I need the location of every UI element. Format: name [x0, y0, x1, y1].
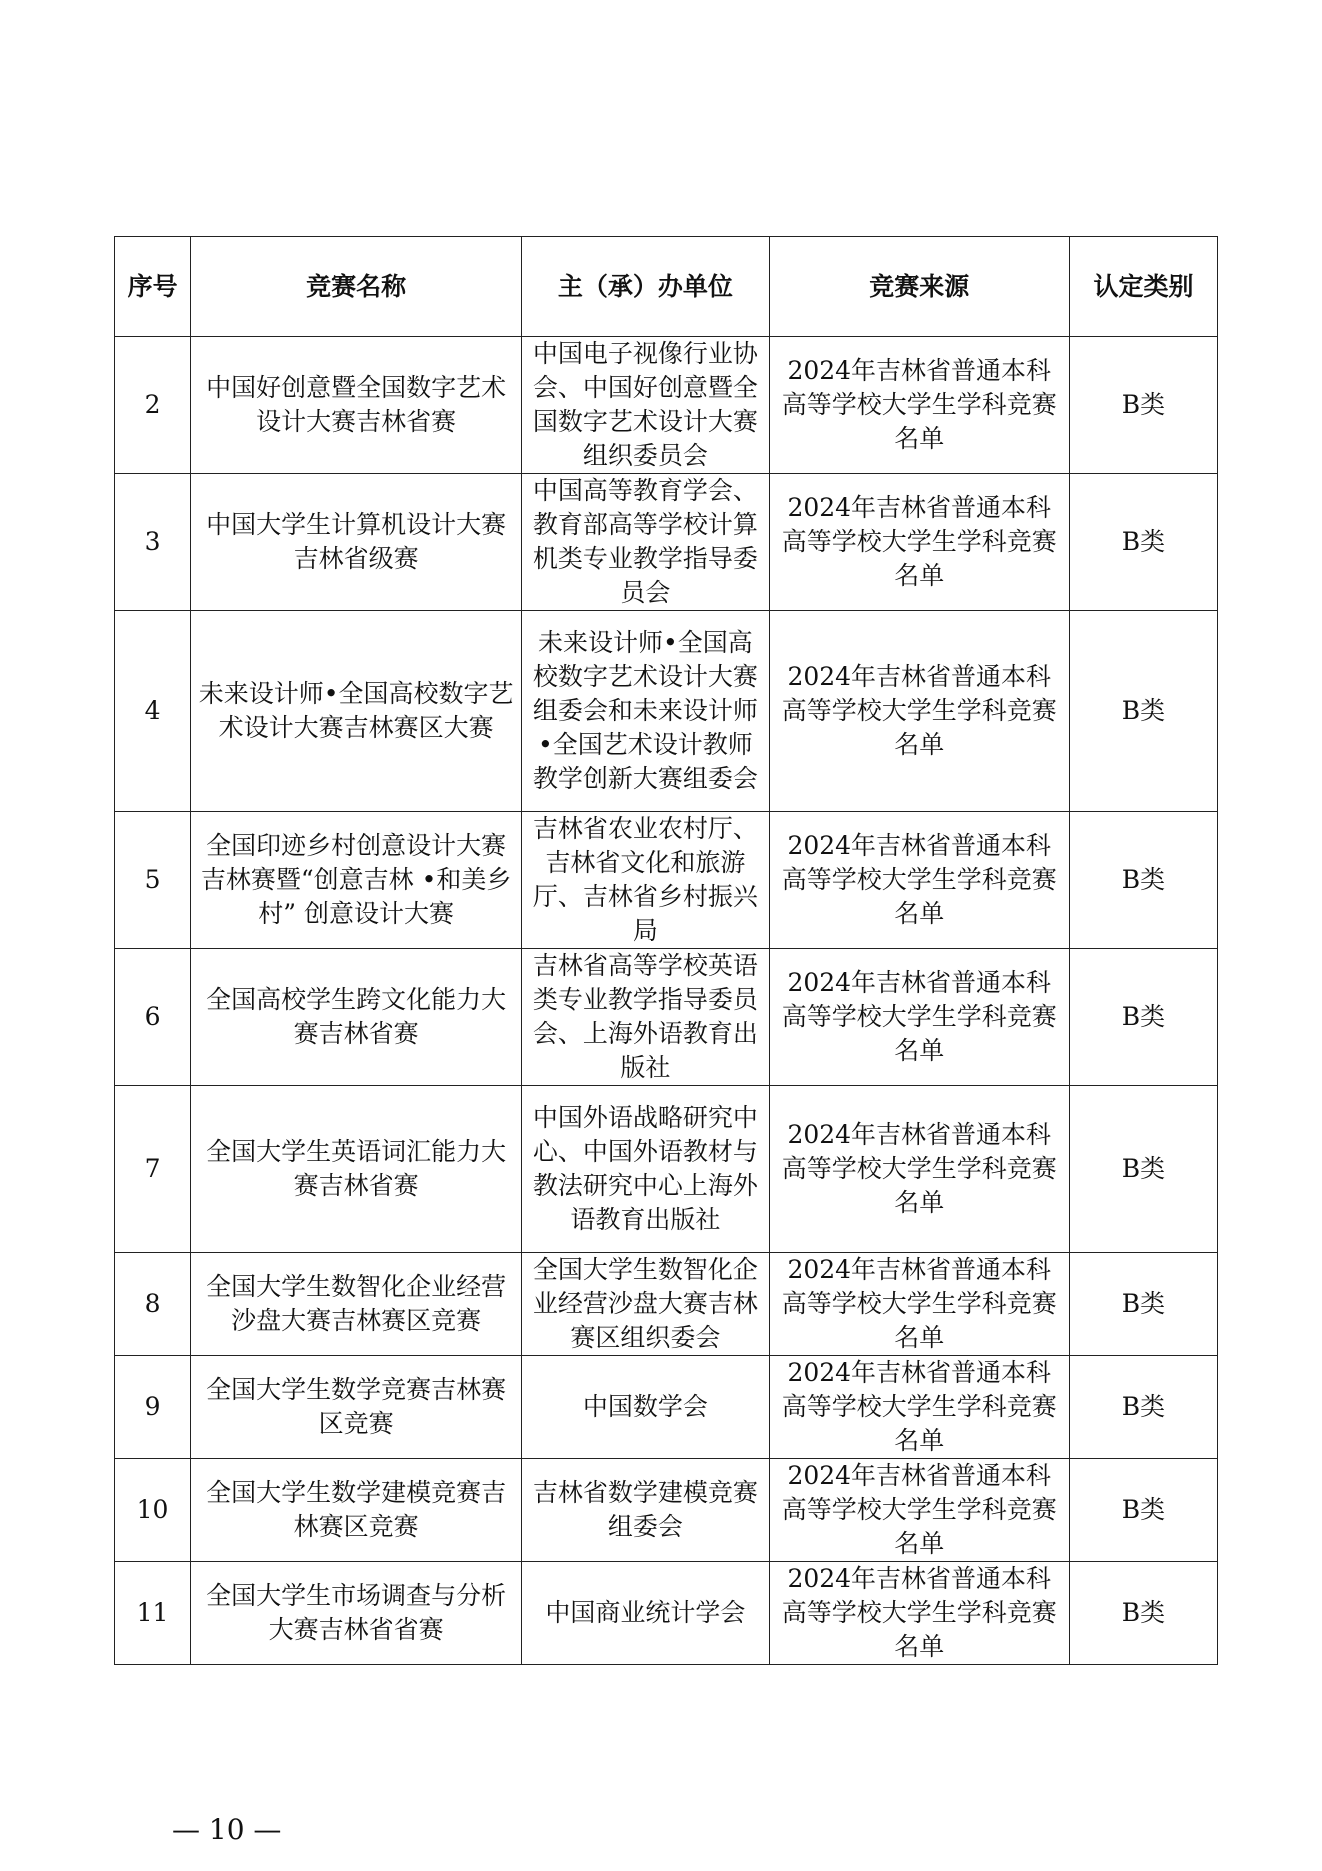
table-row [115, 337, 1218, 474]
cell-category: B类 [1069, 1459, 1217, 1562]
cell-name: 全国大学生英语词汇能力大赛吉林省赛 [191, 1086, 522, 1253]
cell-name: 全国大学生数学竞赛吉林赛区竞赛 [191, 1356, 522, 1459]
cell-seq: 8 [115, 1253, 191, 1356]
table-row [115, 1459, 1218, 1562]
header-organizer: 主（承）办单位 [522, 237, 769, 337]
header-source: 竞赛来源 [769, 237, 1069, 337]
cell-source: 2024年吉林省普通本科高等学校大学生学科竞赛名单 [769, 1356, 1069, 1459]
cell-category: B类 [1069, 1356, 1217, 1459]
cell-source: 2024年吉林省普通本科高等学校大学生学科竞赛名单 [769, 1253, 1069, 1356]
page-number: — 10 — [172, 1813, 282, 1846]
table-row [115, 474, 1218, 611]
table-row [115, 949, 1218, 1086]
cell-organizer: 未来设计师•全国高校数字艺术设计大赛组委会和未来设计师•全国艺术设计教师教学创新大赛组委会 [522, 611, 769, 812]
cell-seq: 2 [115, 337, 191, 474]
cell-name: 全国大学生数智化企业经营沙盘大赛吉林赛区竞赛 [191, 1253, 522, 1356]
cell-organizer: 中国数学会 [522, 1356, 769, 1459]
cell-source: 2024年吉林省普通本科高等学校大学生学科竞赛名单 [769, 474, 1069, 611]
cell-source: 2024年吉林省普通本科高等学校大学生学科竞赛名单 [769, 337, 1069, 474]
table-row [115, 1086, 1218, 1253]
table-row [115, 1356, 1218, 1459]
cell-name: 未来设计师•全国高校数字艺术设计大赛吉林赛区大赛 [191, 611, 522, 812]
header-name: 竞赛名称 [191, 237, 522, 337]
cell-seq: 10 [115, 1459, 191, 1562]
cell-organizer: 中国高等教育学会、教育部高等学校计算机类专业教学指导委员会 [522, 474, 769, 611]
cell-organizer: 吉林省数学建模竞赛组委会 [522, 1459, 769, 1562]
cell-organizer: 中国外语战略研究中心、中国外语教材与教法研究中心上海外语教育出版社 [522, 1086, 769, 1253]
cell-seq: 3 [115, 474, 191, 611]
cell-seq: 9 [115, 1356, 191, 1459]
cell-source: 2024年吉林省普通本科高等学校大学生学科竞赛名单 [769, 949, 1069, 1086]
cell-name: 全国大学生数学建模竞赛吉林赛区竞赛 [191, 1459, 522, 1562]
cell-name: 全国大学生市场调查与分析大赛吉林省省赛 [191, 1562, 522, 1665]
cell-organizer: 吉林省高等学校英语类专业教学指导委员会、上海外语教育出版社 [522, 949, 769, 1086]
cell-category: B类 [1069, 474, 1217, 611]
cell-category: B类 [1069, 949, 1217, 1086]
cell-seq: 4 [115, 611, 191, 812]
cell-organizer: 全国大学生数智化企业经营沙盘大赛吉林赛区组织委会 [522, 1253, 769, 1356]
cell-source: 2024年吉林省普通本科高等学校大学生学科竞赛名单 [769, 1562, 1069, 1665]
cell-seq: 6 [115, 949, 191, 1086]
table-header-row [115, 237, 1218, 337]
cell-organizer: 中国电子视像行业协会、中国好创意暨全国数字艺术设计大赛组织委员会 [522, 337, 769, 474]
cell-category: B类 [1069, 1086, 1217, 1253]
cell-source: 2024年吉林省普通本科高等学校大学生学科竞赛名单 [769, 611, 1069, 812]
header-seq: 序号 [115, 237, 191, 337]
cell-organizer: 吉林省农业农村厅、吉林省文化和旅游厅、吉林省乡村振兴局 [522, 812, 769, 949]
cell-category: B类 [1069, 337, 1217, 474]
cell-name: 全国高校学生跨文化能力大赛吉林省赛 [191, 949, 522, 1086]
cell-source: 2024年吉林省普通本科高等学校大学生学科竞赛名单 [769, 1086, 1069, 1253]
table-row [115, 1253, 1218, 1356]
cell-name: 中国大学生计算机设计大赛吉林省级赛 [191, 474, 522, 611]
cell-source: 2024年吉林省普通本科高等学校大学生学科竞赛名单 [769, 812, 1069, 949]
header-category: 认定类别 [1069, 237, 1217, 337]
cell-source: 2024年吉林省普通本科高等学校大学生学科竞赛名单 [769, 1459, 1069, 1562]
cell-seq: 5 [115, 812, 191, 949]
table-row [115, 812, 1218, 949]
competition-table [114, 236, 1218, 1665]
cell-category: B类 [1069, 1562, 1217, 1665]
cell-seq: 11 [115, 1562, 191, 1665]
cell-category: B类 [1069, 611, 1217, 812]
cell-seq: 7 [115, 1086, 191, 1253]
table-row [115, 1562, 1218, 1665]
cell-name: 中国好创意暨全国数字艺术设计大赛吉林省赛 [191, 337, 522, 474]
cell-category: B类 [1069, 812, 1217, 949]
cell-organizer: 中国商业统计学会 [522, 1562, 769, 1665]
cell-name: 全国印迹乡村创意设计大赛吉林赛暨“创意吉林 •和美乡村” 创意设计大赛 [191, 812, 522, 949]
cell-category: B类 [1069, 1253, 1217, 1356]
table-row [115, 611, 1218, 812]
